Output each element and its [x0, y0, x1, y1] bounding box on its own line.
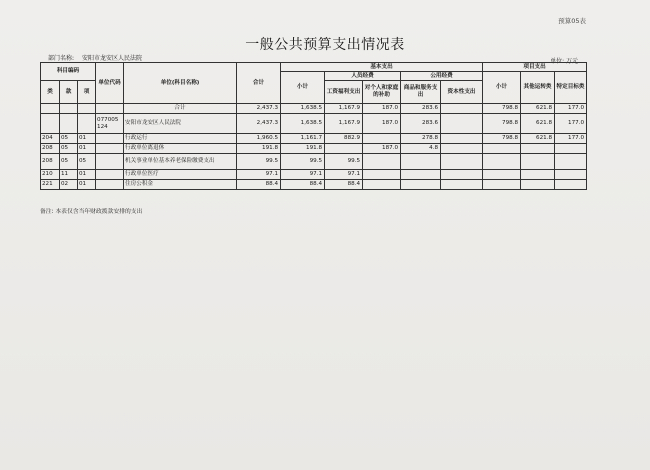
cell-goods: 4.8 — [401, 144, 441, 154]
cell-other-ops — [521, 144, 555, 154]
table-row — [41, 154, 587, 170]
cell-individual — [363, 134, 401, 144]
cell-name: 机关事业单位基本养老保险缴费支出 — [124, 154, 237, 170]
cell-other-ops — [521, 170, 555, 180]
basic-expenditure-header: 基本支出 — [281, 63, 483, 72]
cell-salary: 1,167.9 — [325, 114, 363, 134]
table-row — [41, 144, 587, 154]
cell-basic-subtotal: 97.1 — [281, 170, 325, 180]
unit-name-header: 单位(科目名称) — [124, 63, 237, 104]
cell-other-ops: 621.8 — [521, 114, 555, 134]
cell-special: 177.0 — [555, 114, 587, 134]
cell-xiang: 01 — [78, 180, 96, 190]
cell-capital — [441, 104, 483, 114]
xiang-header: 项 — [78, 81, 96, 104]
cell-capital — [441, 180, 483, 190]
cell-special: 177.0 — [555, 104, 587, 114]
cell-lei: 210 — [41, 170, 60, 180]
subject-code-header: 科目编码 — [41, 63, 96, 81]
cell-xiang — [78, 104, 96, 114]
cell-individual: 187.0 — [363, 104, 401, 114]
table-row — [41, 170, 587, 180]
cell-total: 2,437.3 — [237, 104, 281, 114]
cell-project-subtotal: 798.8 — [483, 114, 521, 134]
cell-lei: 221 — [41, 180, 60, 190]
cell-lei: 208 — [41, 144, 60, 154]
cell-name: 合计 — [124, 104, 237, 114]
cell-lei — [41, 114, 60, 134]
cell-special — [555, 170, 587, 180]
cell-goods: 283.6 — [401, 104, 441, 114]
cell-special: 177.0 — [555, 134, 587, 144]
table-row — [41, 134, 587, 144]
cell-name: 行政单位医疗 — [124, 170, 237, 180]
cell-basic-subtotal: 88.4 — [281, 180, 325, 190]
cell-total: 88.4 — [237, 180, 281, 190]
total-header: 合计 — [237, 63, 281, 104]
cell-special — [555, 144, 587, 154]
cell-unit-code — [96, 104, 124, 114]
cell-xiang: 01 — [78, 134, 96, 144]
cell-xiang: 01 — [78, 170, 96, 180]
cell-lei: 208 — [41, 154, 60, 170]
cell-name: 行政运行 — [124, 134, 237, 144]
cell-name: 住房公积金 — [124, 180, 237, 190]
cell-project-subtotal — [483, 180, 521, 190]
cell-individual: 187.0 — [363, 114, 401, 134]
cell-goods — [401, 154, 441, 170]
cell-basic-subtotal: 99.5 — [281, 154, 325, 170]
basic-subtotal-header: 小计 — [281, 72, 325, 104]
cell-salary: 1,167.9 — [325, 104, 363, 114]
kuan-header: 款 — [60, 81, 78, 104]
cell-total: 99.5 — [237, 154, 281, 170]
cell-total: 97.1 — [237, 170, 281, 180]
cell-special — [555, 180, 587, 190]
project-expenditure-header: 项目支出 — [483, 63, 587, 72]
cell-xiang — [78, 114, 96, 134]
cell-other-ops: 621.8 — [521, 134, 555, 144]
cell-kuan — [60, 104, 78, 114]
cell-individual: 187.0 — [363, 144, 401, 154]
special-target-header: 特定目标类 — [555, 72, 587, 104]
dept-line — [48, 53, 142, 62]
cell-kuan: 11 — [60, 170, 78, 180]
cell-salary: 88.4 — [325, 180, 363, 190]
project-subtotal-header: 小计 — [483, 72, 521, 104]
cell-special — [555, 154, 587, 170]
dept-value: 安阳市龙安区人民法院 — [81, 55, 142, 62]
cell-other-ops — [521, 180, 555, 190]
salary-header: 工资福利支出 — [325, 81, 363, 104]
cell-salary: 99.5 — [325, 154, 363, 170]
cell-other-ops: 621.8 — [521, 104, 555, 114]
individual-subsidy-header: 对个人和家庭的补助 — [363, 81, 401, 104]
cell-goods — [401, 170, 441, 180]
cell-project-subtotal: 798.8 — [483, 134, 521, 144]
cell-unit-code — [96, 134, 124, 144]
cell-unit-code: 077005 124 — [96, 114, 124, 134]
cell-individual — [363, 154, 401, 170]
cell-capital — [441, 170, 483, 180]
cell-total: 1,960.5 — [237, 134, 281, 144]
cell-kuan — [60, 114, 78, 134]
cell-basic-subtotal: 1,161.7 — [281, 134, 325, 144]
cell-individual — [363, 170, 401, 180]
public-funds-header: 公用经费 — [401, 72, 483, 81]
goods-services-header: 商品和服务支出 — [401, 81, 441, 104]
cell-kuan: 05 — [60, 154, 78, 170]
cell-capital — [441, 114, 483, 134]
cell-unit-code — [96, 170, 124, 180]
cell-salary: 882.9 — [325, 134, 363, 144]
capital-header: 资本性支出 — [441, 81, 483, 104]
header-row-1 — [41, 63, 587, 72]
cell-xiang: 05 — [78, 154, 96, 170]
page-code: 预算05表 — [558, 17, 586, 25]
cell-project-subtotal — [483, 144, 521, 154]
unit-code-header: 单位代码 — [96, 63, 124, 104]
personnel-header: 人员经费 — [325, 72, 401, 81]
cell-unit-code — [96, 144, 124, 154]
table-row-total — [41, 104, 587, 114]
cell-basic-subtotal: 1,638.5 — [281, 104, 325, 114]
unit-label: 单位: 万元 — [550, 58, 578, 65]
other-ops-header: 其他运转类 — [521, 72, 555, 104]
cell-project-subtotal — [483, 154, 521, 170]
cell-unit-code — [96, 180, 124, 190]
table-row — [41, 180, 587, 190]
cell-name: 安阳市龙安区人民法院 — [124, 114, 237, 134]
cell-goods: 283.6 — [401, 114, 441, 134]
cell-project-subtotal: 798.8 — [483, 104, 521, 114]
cell-kuan: 05 — [60, 144, 78, 154]
cell-goods — [401, 180, 441, 190]
cell-other-ops — [521, 154, 555, 170]
cell-capital — [441, 144, 483, 154]
cell-total: 191.8 — [237, 144, 281, 154]
cell-capital — [441, 154, 483, 170]
cell-total: 2,437.3 — [237, 114, 281, 134]
cell-project-subtotal — [483, 170, 521, 180]
cell-unit-code — [96, 154, 124, 170]
budget-table — [40, 62, 587, 190]
cell-kuan: 05 — [60, 134, 78, 144]
cell-lei: 204 — [41, 134, 60, 144]
cell-capital — [441, 134, 483, 144]
cell-name: 行政单位离退休 — [124, 144, 237, 154]
cell-salary: 97.1 — [325, 170, 363, 180]
lei-header: 类 — [41, 81, 60, 104]
cell-goods: 278.8 — [401, 134, 441, 144]
cell-individual — [363, 180, 401, 190]
budget-table-wrap — [40, 62, 586, 190]
table-row-unit — [41, 114, 587, 134]
dept-label: 部门名称: — [48, 55, 75, 62]
cell-salary — [325, 144, 363, 154]
cell-basic-subtotal: 1,638.5 — [281, 114, 325, 134]
cell-lei — [41, 104, 60, 114]
document-title: 一般公共预算支出情况表 — [245, 37, 405, 53]
cell-basic-subtotal: 191.8 — [281, 144, 325, 154]
cell-kuan: 02 — [60, 180, 78, 190]
cell-xiang: 01 — [78, 144, 96, 154]
footnote: 备注: 本表仅含当年财政拨款安排的支出 — [40, 209, 143, 215]
